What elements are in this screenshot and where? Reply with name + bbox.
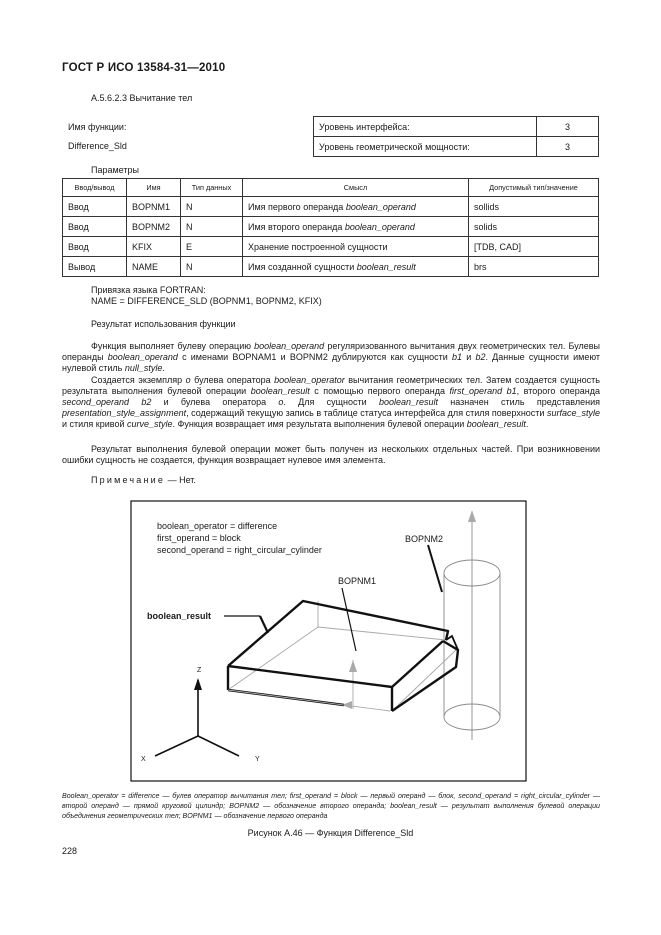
label-boolean-result: boolean_result: [147, 611, 212, 621]
cell-meaning: Хранение построенной сущности: [243, 237, 469, 257]
cell-allowed: [TDB, CAD]: [469, 237, 599, 257]
paragraph-1: Функция выполняет булеву операцию boolean_operand регуляризованного вычитания двух геометрических тел. Булевы операнды boolean_operand с именами BOPNAM1 и BOPNM2 дублируются как сущности b1 и b2. Данные сущности имеют нулевой стиль null_style.: [62, 341, 600, 373]
geometric-power-value: 3: [537, 137, 599, 157]
page-number: 228: [62, 846, 78, 856]
leader-bopnm1: [342, 588, 356, 651]
cell-io: Вывод: [63, 257, 127, 277]
coordinate-axes: [155, 680, 239, 756]
label-bopnm1: BOPNM1: [338, 576, 377, 586]
cell-io: Ввод: [63, 217, 127, 237]
col-header-name: Имя: [127, 179, 181, 197]
interface-level-value: 3: [537, 117, 599, 137]
cell-meaning: Имя первого операнда boolean_operand: [243, 197, 469, 217]
cell-allowed: brs: [469, 257, 599, 277]
params-label: Параметры: [91, 165, 139, 175]
geometric-power-label: Уровень геометрической мощности:: [314, 137, 537, 157]
figure-caption: Рисунок A.46 — Функция Difference_Sld: [247, 828, 414, 838]
fortran-binding: Привязка языка FORTRAN: NAME = DIFFERENCE_SLD (BOPNM1, BOPNM2, KFIX): [91, 285, 322, 306]
cell-allowed: sollids: [469, 197, 599, 217]
result-heading: Результат использования функции: [91, 319, 236, 329]
axis-label-z: Z: [197, 667, 202, 674]
z-axis-arrow: [194, 678, 202, 690]
paragraph-2: Создается экземпляр o булева оператора boolean_operator вычитания геометрических тел. Затем создается сущность результата выполнения булевой операции boolean_result с помощью первого операнда first_operand b1, второго операнда second_operand b2 и булева оператора o. Для сущности boolean_result назначен стиль представления presentation_style_assignment, содержащий текущую запись в таблице статуса интерфейса для стиля поверхности surface_style и стиля кривой curve_style. Функция возвращает имя результата выполнения булевой операции boolean_result.: [62, 375, 601, 429]
cell-name: NAME: [127, 257, 181, 277]
figure-legend: boolean_operator = difference first_operand = block second_operand = right_circular_cylinder: [157, 521, 322, 555]
cell-type: N: [181, 217, 243, 237]
cell-type: E: [181, 237, 243, 257]
cell-name: BOPNM2: [127, 217, 181, 237]
cell-type: N: [181, 257, 243, 277]
document-header: ГОСТ Р ИСО 13584-31—2010: [62, 62, 226, 74]
cell-allowed: solids: [469, 217, 599, 237]
cell-meaning: Имя второго операнда boolean_operand: [243, 217, 469, 237]
leader-bopnm2: [428, 545, 442, 592]
cell-io: Ввод: [63, 197, 127, 217]
cell-io: Ввод: [63, 237, 127, 257]
note: Примечание — Нет.: [91, 475, 196, 485]
cell-meaning: Имя созданной сущности boolean_result: [243, 257, 469, 277]
col-header-meaning: Смысл: [243, 179, 469, 197]
function-name-value: Difference_Sld: [68, 141, 127, 151]
paragraph-3: Результат выполнения булевой операции может быть получен из нескольких отдельных частей. При возникновении ошибки сущность не создается, функция возвращает нулевое имя элемента.: [62, 444, 600, 465]
function-name-label: Имя функции:: [68, 122, 127, 132]
cell-name: KFIX: [127, 237, 181, 257]
col-header-type: Тип данных: [181, 179, 243, 197]
leader-boolean-result: [260, 616, 268, 633]
axis-label-x: X: [141, 756, 146, 763]
section-title: A.5.6.2.3 Вычитание тел: [91, 93, 193, 103]
figure-note: Boolean_operator = difference — булев оператор вычитания тел; first_operand = block — первый операнд — блок, second_operand = right_circular_cylinder — второй операнд — прямой круговой цилиндр; BOPNM2 — обозначение второго операнда; boolean_result — результат выполнения булевой операции объединения геометрических тел; BOPNM1 — обозначение первого операнда: [62, 792, 600, 820]
col-header-io: Ввод/вывод: [63, 179, 127, 197]
cell-type: N: [181, 197, 243, 217]
interface-level-label: Уровень интерфейса:: [314, 117, 537, 137]
col-header-allowed: Допустимый тип/значение: [469, 179, 599, 197]
cell-name: BOPNM1: [127, 197, 181, 217]
axis-label-y: Y: [255, 756, 260, 763]
cylinder-axis-arrow: [468, 510, 476, 522]
block-axis-arrow: [349, 660, 357, 672]
cylinder-bopnm2: [444, 515, 500, 740]
label-bopnm2: BOPNM2: [405, 534, 444, 544]
